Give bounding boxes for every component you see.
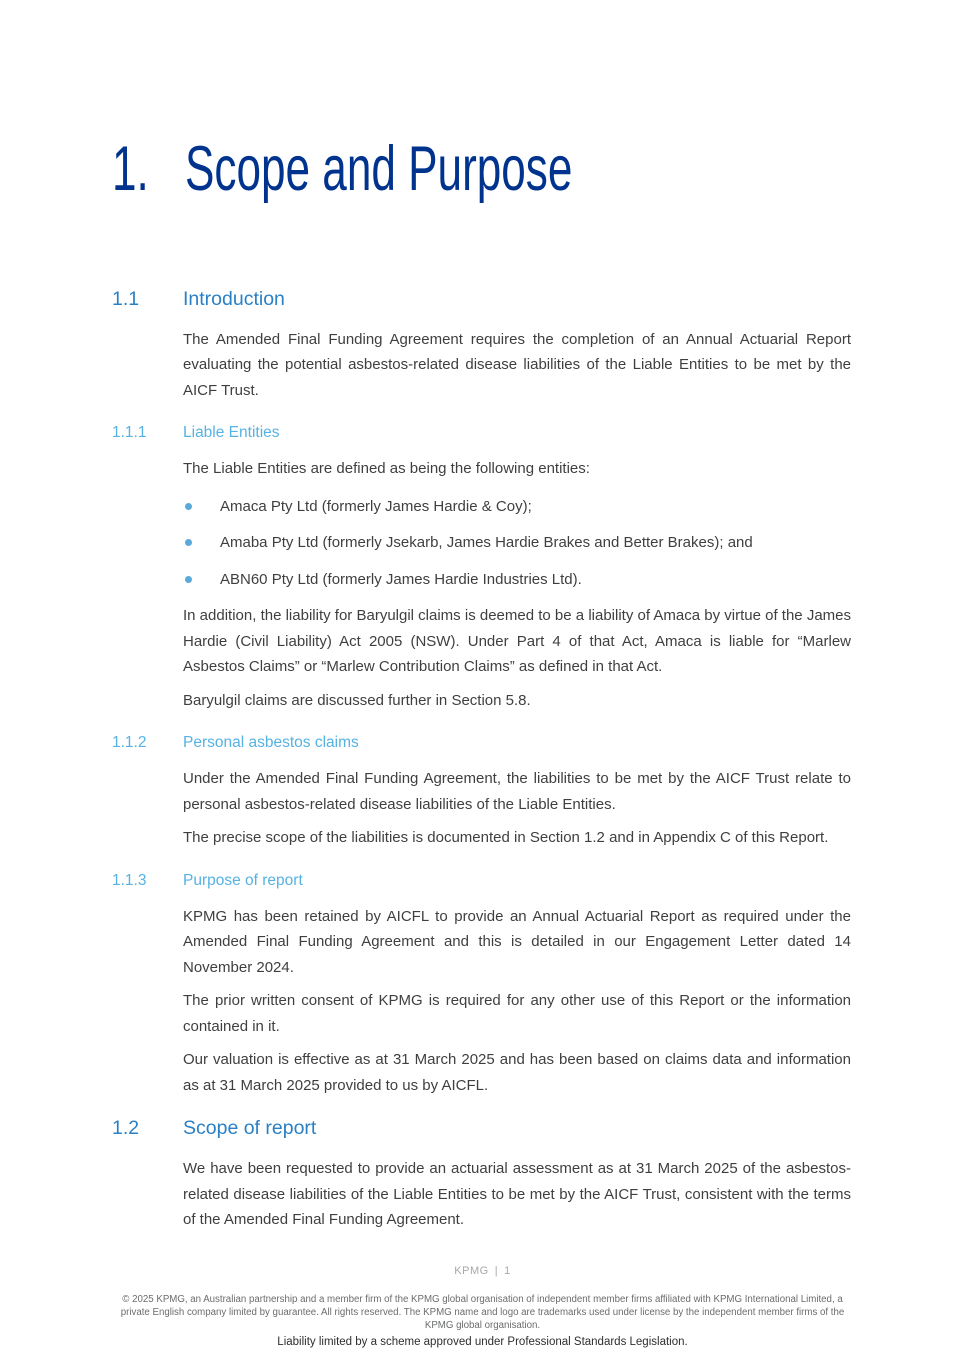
bullet-list (183, 494, 851, 593)
section-heading-1-2 (112, 1117, 851, 1139)
bullet-text: Amaca Pty Ltd (formerly James Hardie & Coy); (220, 497, 532, 515)
chapter-title: Scope and Purpose (185, 134, 573, 204)
section-number: 1.2 (112, 1117, 140, 1140)
subsection-heading-1-1-2 (112, 734, 851, 752)
subsection-number: 1.1.3 (112, 871, 147, 889)
paragraph: KPMG has been retained by AICFL to provide an Annual Actuarial Report as required under the Amended Final Funding Agreement and this is detailed in our Engagement Letter dated 14 November 2024. (183, 907, 851, 976)
bullet-text: Amaba Pty Ltd (formerly Jsekarb, James Hardie Brakes and Better Brakes); and (220, 534, 753, 552)
bullet-item (183, 494, 851, 520)
section-title: Scope of report (183, 1117, 317, 1140)
bullet-icon (185, 539, 192, 546)
footer-separator: | (494, 1265, 499, 1277)
subsection-title: Personal asbestos claims (183, 734, 359, 752)
paragraph: The prior written consent of KPMG is required for any other use of this Report or the information contained in it. (183, 992, 851, 1035)
page-number-line (0, 1264, 965, 1279)
paragraph: The Amended Final Funding Agreement requires the completion of an Annual Actuarial Report evaluating the potential asbestos-related disease liabilities of the Liable Entities to be met by the AICF Trust. (183, 330, 851, 399)
page-footer (0, 1264, 965, 1350)
bullet-item (183, 567, 851, 593)
subsection-title: Purpose of report (183, 871, 303, 889)
section-number: 1.1 (112, 287, 140, 310)
subsection-title: Liable Entities (183, 424, 280, 442)
bullet-text: ABN60 Pty Ltd (formerly James Hardie Industries Ltd). (220, 570, 582, 588)
subsection-number: 1.1.2 (112, 734, 147, 752)
chapter-heading (112, 136, 851, 203)
paragraph: We have been requested to provide an actuarial assessment as at 31 March 2025 of the asbestos-related disease liabilities of the Liable Entities to be met by the AICF Trust, consistent with the terms of the Amended Final Funding Agreement. (183, 1160, 851, 1229)
paragraph: Our valuation is effective as at 31 March 2025 and has been based on claims data and information as at 31 March 2025 provided to us by AICFL. (183, 1051, 851, 1094)
bullet-item (183, 530, 851, 556)
footer-brand: KPMG (454, 1265, 489, 1277)
paragraph: Baryulgil claims are discussed further in Section 5.8. (183, 691, 531, 709)
section-title: Introduction (183, 287, 285, 310)
subsection-heading-1-1-1 (112, 424, 851, 442)
bullet-icon (185, 576, 192, 583)
chapter-number: 1. (112, 134, 149, 204)
page-number: 1 (504, 1265, 511, 1277)
liability-text: Liability limited by a scheme approved under Professional Standards Legislation. (277, 1336, 688, 1348)
paragraph: In addition, the liability for Baryulgil claims is deemed to be a liability of Amaca by virtue of the James Hardie (Civil Liability) Act 2005 (NSW). Under Part 4 of that Act, Amaca is liable for “Marlew Asbestos Claims” or “Marlew Contribution Claims” as defined in that Act. (183, 607, 851, 676)
paragraph: Under the Amended Final Funding Agreement, the liabilities to be met by the AICF Trust relate to personal asbestos-related disease liabilities of the Liable Entities. (183, 770, 851, 813)
section-heading-1-1 (112, 288, 851, 310)
paragraph: The precise scope of the liabilities is documented in Section 1.2 and in Appendix C of this Report. (183, 829, 829, 847)
subsection-number: 1.1.1 (112, 424, 147, 442)
copyright-text: © 2025 KPMG, an Australian partnership and a member firm of the KPMG global organisation of independent member firms affiliated with KPMG International Limited, a private English company limited by guarantee. All rights reserved. The KPMG name and logo are trademarks used under license by the independent member firms of the KPMG global organisation. (120, 1294, 845, 1331)
bullet-icon (185, 503, 192, 510)
paragraph: The Liable Entities are defined as being the following entities: (183, 460, 590, 478)
subsection-heading-1-1-3 (112, 872, 851, 890)
